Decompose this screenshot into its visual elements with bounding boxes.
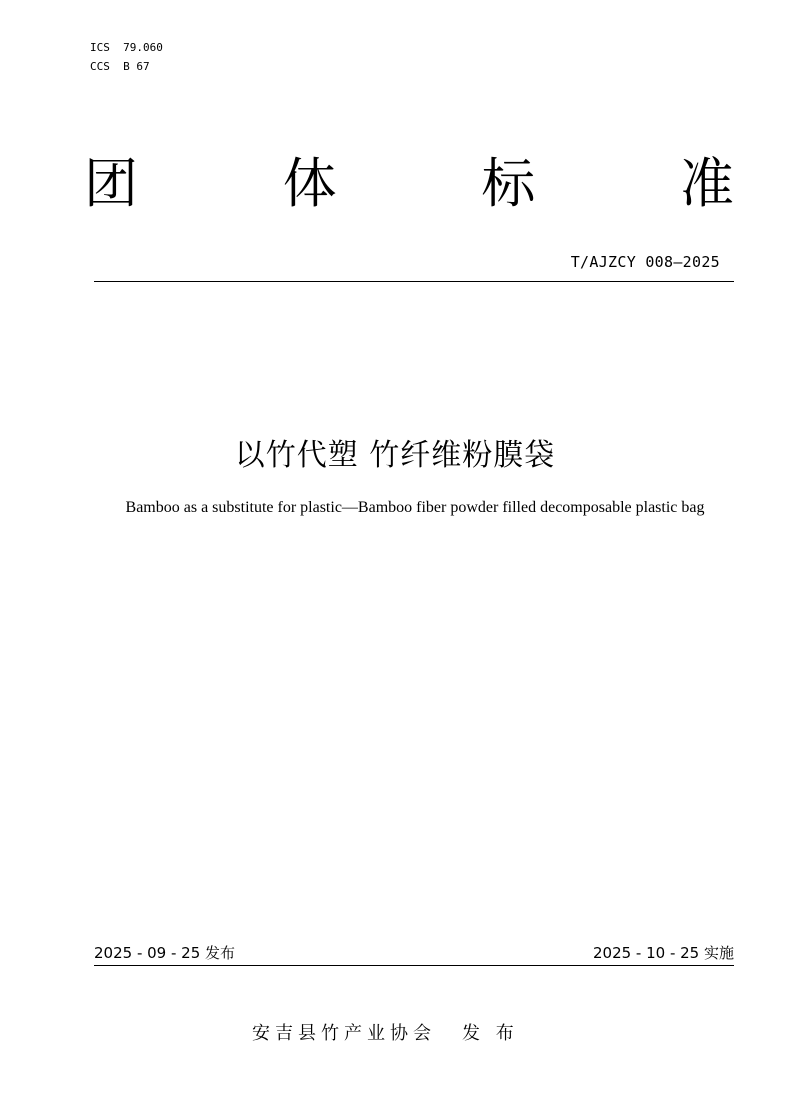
standard-number: T/AJZCY 008—2025	[570, 253, 720, 271]
issuer-name: 安吉县竹产业协会	[252, 1023, 436, 1044]
top-divider	[94, 281, 734, 282]
standard-type-char: 标	[481, 151, 536, 215]
classification-codes	[90, 38, 163, 76]
implementation-date: 2025 - 10 - 25 实施	[592, 944, 734, 962]
issuer-action: 发 布	[462, 1023, 519, 1044]
standard-type-char: 团	[84, 151, 138, 215]
ics-code: ICS 79.060	[90, 41, 163, 54]
release-date: 2025 - 09 - 25 发布	[94, 944, 236, 962]
document-title-english: Bamboo as a substitute for plastic—Bamboo fiber powder filled decomposable plastic bag	[125, 499, 705, 516]
bottom-divider	[94, 965, 734, 966]
ccs-code: CCS B 67	[90, 60, 150, 73]
document-title-chinese: 以竹代塑 竹纤维粉膜袋	[234, 438, 556, 473]
issuer-line	[252, 1019, 519, 1045]
standard-type-heading	[84, 143, 734, 215]
standard-type-char: 准	[679, 151, 734, 215]
standard-type-char: 体	[282, 151, 337, 215]
date-row	[94, 942, 734, 963]
